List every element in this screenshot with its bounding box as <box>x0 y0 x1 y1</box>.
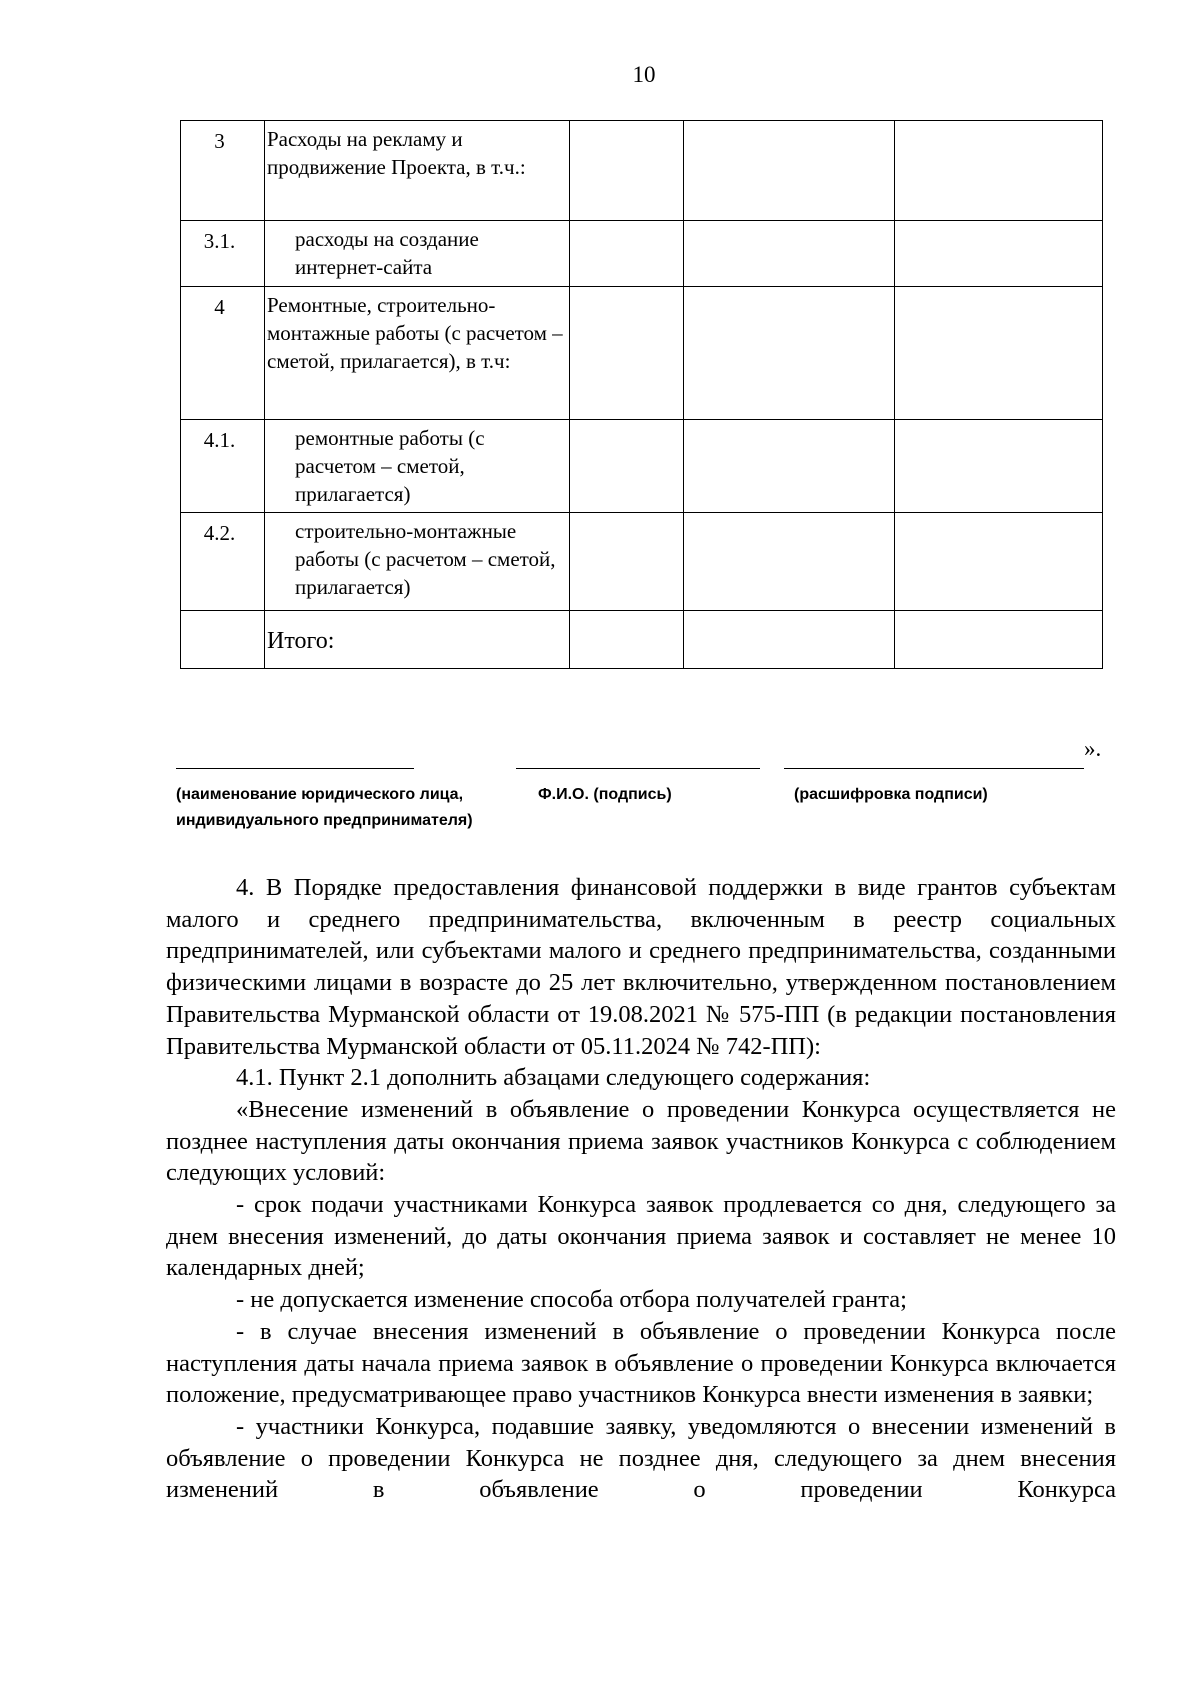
row-name: Расходы на рекламу и продвижение Проекта, в т.ч.: <box>265 121 570 221</box>
row-name: расходы на создание интернет-сайта <box>265 221 570 287</box>
empty-cell <box>895 287 1103 420</box>
paragraph: - срок подачи участниками Конкурса заявок продлевается со дня, следующего за днем внесения изменений, до даты окончания приема заявок и составляет не менее 10 календарных дней; <box>166 1191 1116 1282</box>
signature-line-decode <box>784 768 1084 769</box>
caption-decode: (расшифровка подписи) <box>794 786 988 803</box>
paragraph: 4.1. Пункт 2.1 дополнить абзацами следующего содержания: <box>236 1064 871 1092</box>
table-row <box>181 121 1103 221</box>
row-number: 4.2. <box>181 513 265 611</box>
row-number <box>181 611 265 669</box>
empty-cell <box>570 121 684 221</box>
row-number: 4.1. <box>181 420 265 513</box>
empty-cell <box>684 611 895 669</box>
row-number: 4 <box>181 287 265 420</box>
paragraph: 4. В Порядке предоставления финансовой поддержки в виде грантов субъектам малого и среднего предпринимательства, включенным в реестр социальных предпринимателей, или субъектами малого и среднего предпринимательства, созданными физическими лицами в возрасте до 25 лет включительно, утвержденном постановлением Правительства Мурманской области от 19.08.2021 № 575-ПП (в редакции постановления Правительства Мурманской области от 05.11.2024 № 742-ПП): <box>166 874 1116 1060</box>
empty-cell <box>895 611 1103 669</box>
empty-cell <box>684 513 895 611</box>
row-name: Ремонтные, строительно-монтажные работы (с расчетом – сметой, прилагается), в т.ч: <box>265 287 570 420</box>
empty-cell <box>895 420 1103 513</box>
caption-org: (наименование юридического лица, индивидуального предпринимателя) <box>176 786 473 829</box>
budget-table <box>180 120 1103 669</box>
table-row <box>181 513 1103 611</box>
empty-cell <box>570 611 684 669</box>
paragraph: - в случае внесения изменений в объявление о проведении Конкурса после наступления даты начала приема заявок в объявление о проведении Конкурса включается положение, предусматривающее право участников Конкурса внести изменения в заявки; <box>166 1317 1116 1409</box>
empty-cell <box>570 513 684 611</box>
empty-cell <box>570 420 684 513</box>
page-number: 10 <box>632 62 656 87</box>
row-number: 3 <box>181 121 265 221</box>
table-row <box>181 221 1103 287</box>
empty-cell <box>895 513 1103 611</box>
paragraph: «Внесение изменений в объявление о проведении Конкурса осуществляется не позднее наступления даты окончания приема заявок участников Конкурса с соблюдением следующих условий: <box>166 1095 1116 1187</box>
signature-line-org <box>176 768 414 769</box>
empty-cell <box>684 121 895 221</box>
empty-cell <box>684 420 895 513</box>
empty-cell <box>895 121 1103 221</box>
paragraph: - не допускается изменение способа отбора получателей гранта; <box>236 1286 907 1314</box>
empty-cell <box>684 221 895 287</box>
closing-quote: ». <box>1084 736 1102 761</box>
row-name: ремонтные работы (с расчетом – сметой, прилагается) <box>265 420 570 513</box>
document-body <box>166 872 1116 1506</box>
empty-cell <box>684 287 895 420</box>
row-number: 3.1. <box>181 221 265 287</box>
table-row <box>181 611 1103 669</box>
table-row <box>181 287 1103 420</box>
table-row <box>181 420 1103 513</box>
total-label: Итого: <box>265 611 570 669</box>
empty-cell <box>570 287 684 420</box>
empty-cell <box>570 221 684 287</box>
signature-line-fio <box>516 768 760 769</box>
row-name: строительно-монтажные работы (с расчетом – сметой, прилагается) <box>265 513 570 611</box>
paragraph: - участники Конкурса, подавшие заявку, уведомляются о внесении изменений в объявление о проведении Конкурса не позднее дня, следующего за днем внесения изменений в объявление о проведении Конкурса <box>166 1412 1116 1504</box>
caption-fio: Ф.И.О. (подпись) <box>538 786 672 803</box>
empty-cell <box>895 221 1103 287</box>
